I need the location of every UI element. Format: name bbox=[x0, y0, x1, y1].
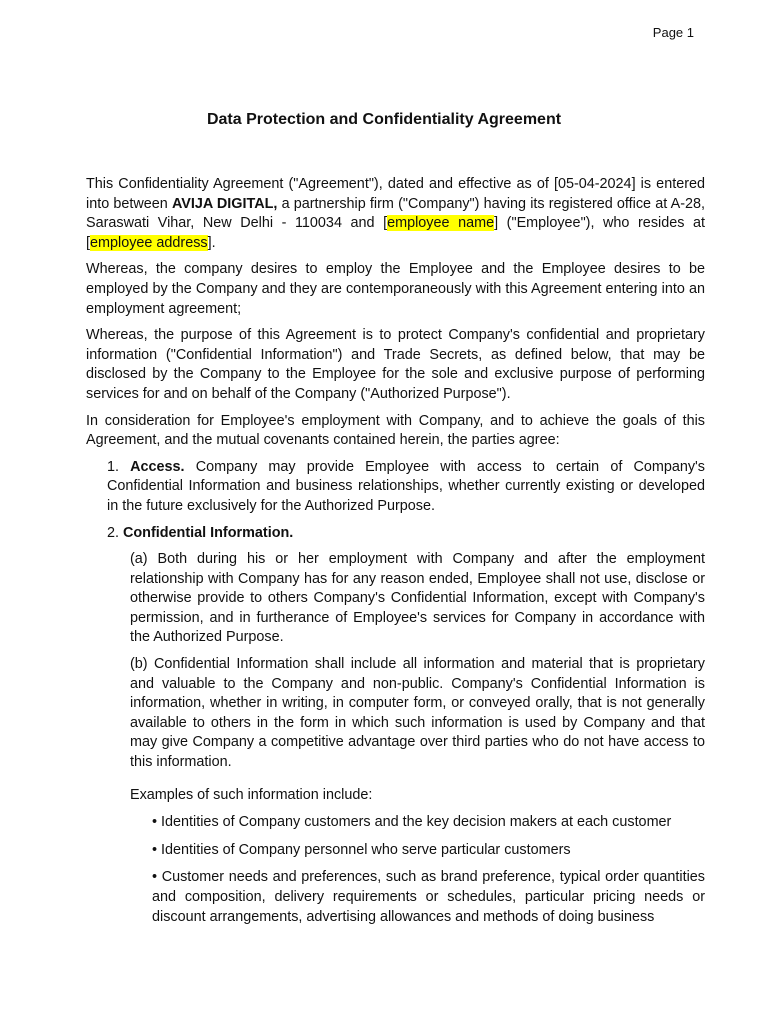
document-body bbox=[86, 175, 705, 935]
intro-text-3: ] ("Employee"), who resides at [ bbox=[86, 215, 705, 251]
employee-address-placeholder: employee address bbox=[90, 234, 208, 251]
intro-text-4: ]. bbox=[207, 234, 216, 251]
section-1-text: Company may provide Employee with access to certain of Company's Confidential Information and business relationships, whether currently existing or developed in the future exclusively for the Authorized Purpose. bbox=[107, 458, 705, 514]
document-title: Data Protection and Confidentiality Agreement bbox=[206, 111, 562, 128]
section-2-confidential-information bbox=[107, 524, 705, 544]
section-1-heading: Access. bbox=[130, 458, 185, 475]
section-1-number: 1. bbox=[107, 458, 131, 475]
example-bullet-3: • Customer needs and preferences, such as brand preference, typical order quantities and composition, delivery requirements or schedules, particular pricing needs or discount arrangements, advertising allowances and methods of doing business bbox=[152, 869, 705, 925]
employee-name-placeholder: employee name bbox=[387, 215, 495, 232]
example-bullet-1: • Identities of Company customers and the key decision makers at each customer bbox=[152, 814, 672, 831]
section-2-para-b: (b) Confidential Information shall include all information and material that is proprietary and valuable to the Company and non-public. Company's Confidential Information is information, whether in writing, in computer form, or conveyed orally, that is not generally available to others in the form in which such information is used by Company and that may give Company a competitive advantage over third parties who do not have access to this information. bbox=[130, 656, 705, 771]
section-2-heading: Confidential Information. bbox=[123, 524, 294, 541]
example-bullet-2: • Identities of Company personnel who serve particular customers bbox=[152, 841, 571, 858]
intro-paragraph bbox=[86, 175, 705, 253]
whereas-paragraph-2: Whereas, the purpose of this Agreement is to protect Company's confidential and proprietary information ("Confidential Information") and Trade Secrets, as defined below, that may be disclosed by the Company to the Employee for the sole and exclusive purpose of performing services for and on behalf of the Company ("Authorized Purpose"). bbox=[86, 327, 705, 402]
examples-intro: Examples of such information include: bbox=[130, 786, 373, 803]
intro-text-2: a partnership firm ("Company") having its registered office at A-28, Saraswati Vihar, New Delhi - 110034 and [ bbox=[86, 195, 706, 232]
company-name: AVIJA DIGITAL, bbox=[171, 195, 278, 212]
page-number: Page 1 bbox=[652, 25, 694, 40]
intro-text-1: This Confidentiality Agreement ("Agreement"), dated and effective as of [05-04-2024] is entered into between bbox=[86, 176, 705, 212]
section-1-access bbox=[107, 458, 705, 517]
whereas-paragraph-1: Whereas, the company desires to employ the Employee and the Employee desires to be employed by the Company and they are contemporaneously with this Agreement entering into an employment agreement; bbox=[86, 261, 705, 317]
section-2-para-a: (a) Both during his or her employment with Company and after the employment relationship with Company has for any reason ended, Employee shall not use, disclose or otherwise provide to others Company's Confidential Information, except with Company's permission, and in furtherance of Employee's services for Company in accordance with the Authorized Purpose. bbox=[130, 551, 705, 646]
section-2-number: 2. bbox=[107, 524, 123, 541]
consideration-paragraph: In consideration for Employee's employment with Company, and to achieve the goals of this Agreement, and the mutual covenants contained herein, the parties agree: bbox=[86, 412, 705, 449]
